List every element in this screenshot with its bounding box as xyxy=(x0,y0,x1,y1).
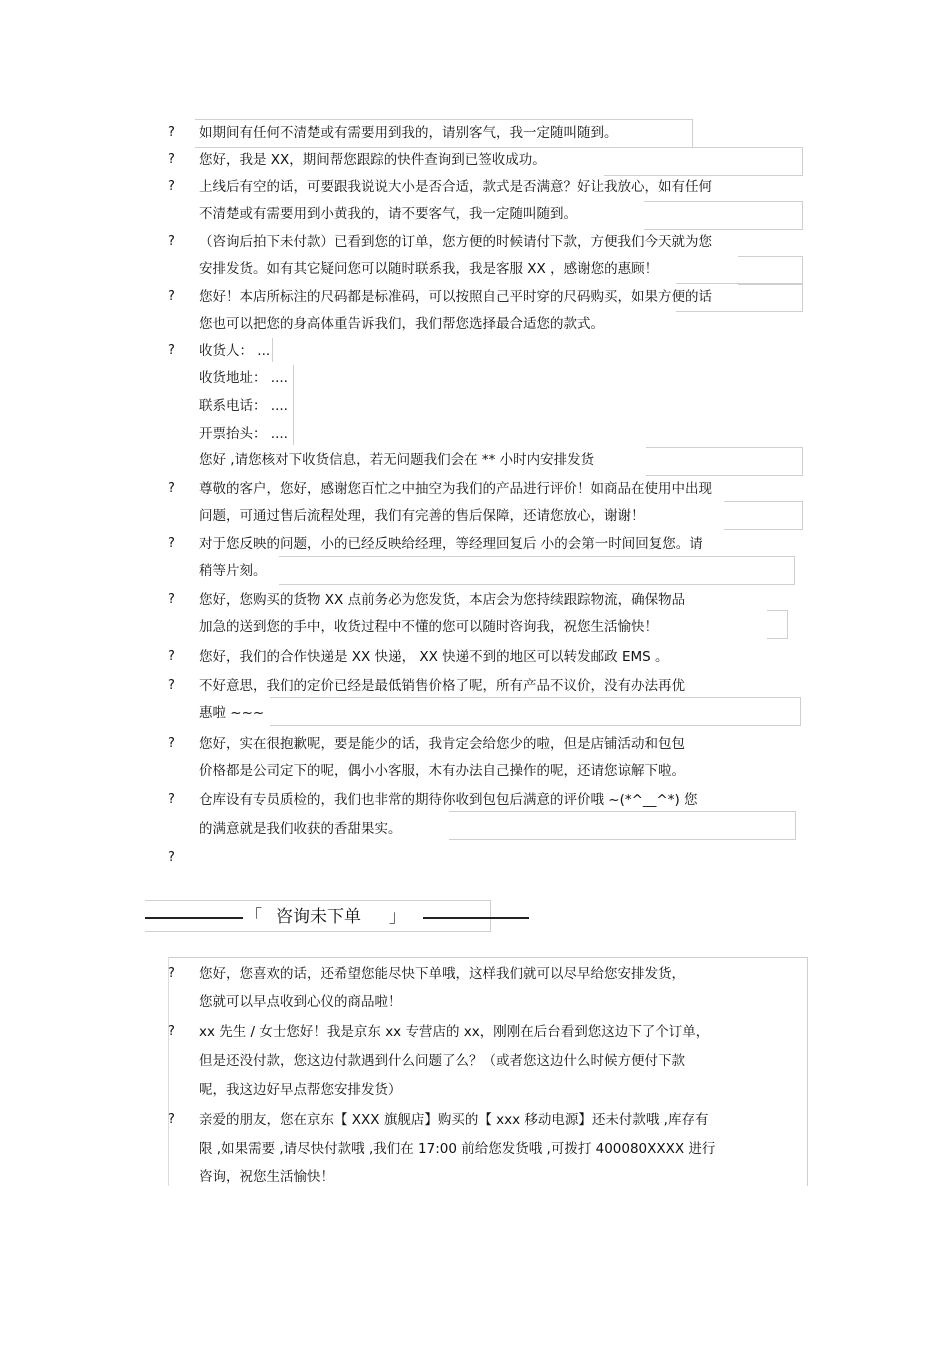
text-line: 您也可以把您的身高体重告诉我们，我们帮您选择最合适您的款式。 xyxy=(199,316,604,332)
bullet-marker: ? xyxy=(168,1112,175,1127)
scan-border xyxy=(738,256,803,285)
text-line: 您好，您购买的货物 XX 点前务必为您发货，本店会为您持续跟踪物流，确保物品 xyxy=(199,592,686,608)
bullet-marker: ? xyxy=(168,592,175,607)
text-line: 安排发货。如有其它疑问您可以随时联系我，我是客服 XX ，感谢您的惠顾！ xyxy=(199,261,659,277)
scan-border xyxy=(767,610,788,639)
text-line: 联系电话： .... xyxy=(199,398,288,414)
text-line: 呢，我这边好早点帮您安排发货） xyxy=(199,1082,402,1098)
text-line: 尊敬的客户，您好，感谢您百忙之中抽空为我们的产品进行评价！如商品在使用中出现 xyxy=(199,481,712,497)
text-line: 您好，实在很抱歉呢，要是能少的话，我肯定会给您少的啦，但是店铺活动和包包 xyxy=(199,736,685,752)
heading-left-bracket: 「 xyxy=(245,907,262,927)
bullet-marker: ? xyxy=(168,152,175,167)
text-line: 加急的送到您的手中，收货过程中不懂的您可以随时咨询我，祝您生活愉快！ xyxy=(199,619,658,635)
scan-border xyxy=(449,811,796,840)
text-line: 的满意就是我们收获的香甜果实。 xyxy=(199,821,402,837)
text-line: （咨询后拍下未付款）已看到您的订单，您方便的时候请付下款，方便我们今天就为您 xyxy=(199,234,712,250)
heading-rule-right xyxy=(423,917,529,919)
scan-border xyxy=(293,365,294,445)
text-line: 不好意思，我们的定价已经是最低销售价格了呢，所有产品不议价，没有办法再优 xyxy=(199,678,685,694)
heading-text: 咨询未下单 xyxy=(276,907,361,927)
bullet-marker: ? xyxy=(168,481,175,496)
text-line: 收货地址： .... xyxy=(199,370,288,386)
bullet-marker: ? xyxy=(168,179,175,194)
heading-right-bracket: 」 xyxy=(389,907,406,927)
section-heading xyxy=(145,900,535,936)
bullet-marker: ? xyxy=(168,536,175,551)
bullet-marker: ? xyxy=(168,125,175,140)
bullet-marker: ? xyxy=(168,234,175,249)
text-line: 开票抬头： .... xyxy=(199,426,288,442)
bullet-marker: ? xyxy=(168,850,175,865)
text-line: 仓库设有专员质检的，我们也非常的期待你收到包包后满意的评价哦 ~(*^__^*) 您 xyxy=(199,792,698,808)
text-line: 收货人： ... xyxy=(199,343,271,359)
text-line: 不清楚或有需要用到小黄我的，请不要客气，我一定随叫随到。 xyxy=(199,206,577,222)
bullet-marker: ? xyxy=(168,678,175,693)
text-line: 您就可以早点收到心仪的商品啦！ xyxy=(199,994,402,1010)
text-line: 咨询，祝您生活愉快！ xyxy=(199,1169,334,1185)
text-line: 对于您反映的问题，小的已经反映给经理，等经理回复后 小的会第一时间回复您。请 xyxy=(199,536,703,552)
text-line: 如期间有任何不清楚或有需要用到我的，请别客气，我一定随叫随到。 xyxy=(199,125,618,141)
text-line: 您好，您喜欢的话，还希望您能尽快下单哦，这样我们就可以尽早给您安排发货， xyxy=(199,966,685,982)
bullet-marker: ? xyxy=(168,736,175,751)
bullet-marker: ? xyxy=(168,966,175,981)
heading-rule-left xyxy=(145,917,243,919)
text-line: 您好！本店所标注的尺码都是标准码，可以按照自己平时穿的尺码购买，如果方便的话 xyxy=(199,289,712,305)
text-line: 上线后有空的话，可要跟我说说大小是否合适，款式是否满意？好让我放心，如有任何 xyxy=(199,179,712,195)
text-line: 稍等片刻。 xyxy=(199,563,267,579)
text-line: xx 先生 / 女士您好！我是京东 xx 专营店的 xx，刚刚在后台看到您这边下了个订单， xyxy=(199,1024,710,1040)
text-line: 亲爱的朋友，您在京东【 XXX 旗舰店】购买的【 xxx 移动电源】还未付款哦 ,库存有 xyxy=(199,1112,709,1128)
text-line: 但是还没付款，您这边付款遇到什么问题了么？（或者您这边什么时候方便付下款 xyxy=(199,1053,685,1069)
scan-border xyxy=(644,201,803,230)
text-line: 您好，我们的合作快递是 XX 快递， XX 快递不到的地区可以转发邮政 EMS 。 xyxy=(199,649,669,665)
scan-border xyxy=(724,501,803,530)
bullet-marker: ? xyxy=(168,289,175,304)
bullet-marker: ? xyxy=(168,1024,175,1039)
text-line: 限 ,如果需要 ,请尽快付款哦 ,我们在 17:00 前给您发货哦 ,可拨打 400080XXXX 进行 xyxy=(199,1141,716,1157)
heading-title xyxy=(245,906,406,928)
bullet-marker: ? xyxy=(168,343,175,358)
text-line: 惠啦 ~~~ xyxy=(199,705,265,721)
scan-border xyxy=(646,447,803,476)
text-line: 问题，可通过售后流程处理，我们有完善的售后保障，还请您放心，谢谢！ xyxy=(199,508,645,524)
scan-border xyxy=(279,556,795,585)
bullet-marker: ? xyxy=(168,792,175,807)
text-line: 您好 ,请您核对下收货信息，若无问题我们会在 ** 小时内安排发货 xyxy=(199,452,595,468)
text-line: 价格都是公司定下的呢，偶小小客服，木有办法自己操作的呢，还请您谅解下啦。 xyxy=(199,763,685,779)
scan-border xyxy=(272,338,273,362)
scan-border xyxy=(604,147,803,176)
bullet-marker: ? xyxy=(168,649,175,664)
scan-border xyxy=(270,697,801,726)
text-line: 您好，我是 XX，期间帮您跟踪的快件查询到已签收成功。 xyxy=(199,152,546,168)
